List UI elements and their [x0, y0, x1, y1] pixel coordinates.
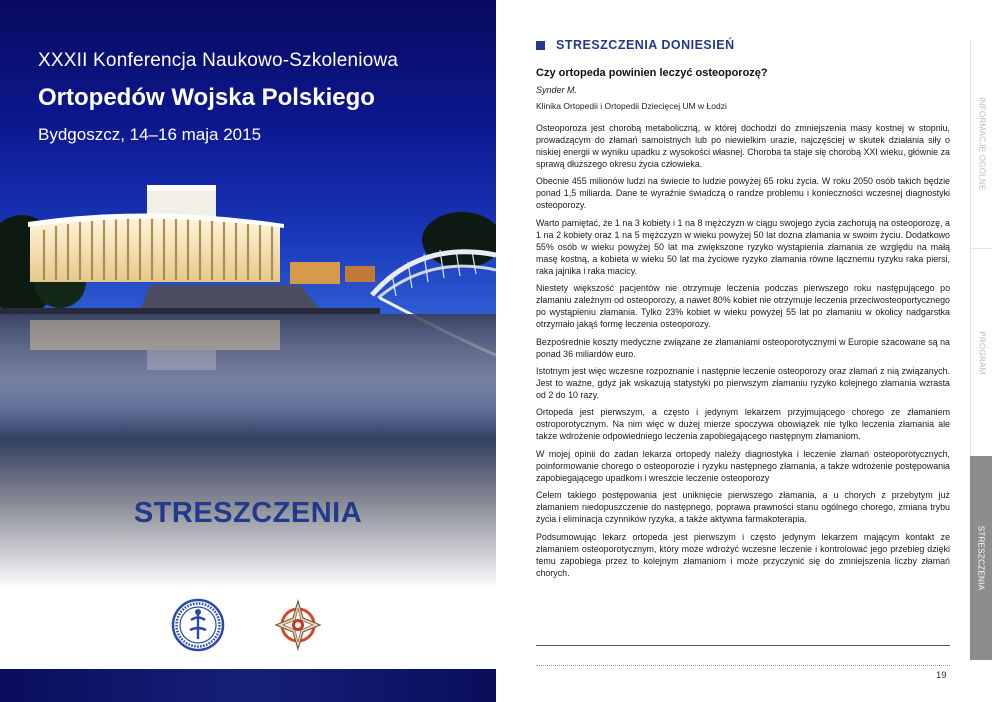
- body-paragraph: Warto pamiętać, że 1 na 3 kobiety i 1 na 8 mężczyzn w ciągu swojego życia zachorują na osteoporozę, a 1 na 2 kobiety oraz 1 na 5 mężczyzn w wieku powyżej 50 lat dozna złamania w swoim życiu. Dodatkowo 55% osób w wieku powyżej 50 lat ma zwiększone ryzyko wystąpienia złamania ze względu na małą masę kostną, a kobieta w wieku 50 lat ma życiowe ryzyko złamania równe łącznemu ryzyku raka piersi, raka jajnika i raka macicy.: [536, 217, 950, 276]
- body-paragraph: Osteoporoza jest chorobą metaboliczną, w której dochodzi do zmniejszenia masy kostnej w stopniu, prowadzącym do złamań samoistnych lub po niewielkim urazie, najczęściej w skutek działania siły o niskiej energii w wyniku upadku z wysokości własnej. Choroba ta staje się chorobą XXI wieku, głównie za sprawą dłuższego okresu życia człowieka.: [536, 123, 950, 169]
- body-paragraph: Niestety większość pacjentów nie otrzymuje leczenia podczas pierwszego roku następującego po złamaniu zależnym od osteoporozy, a nawet 80% kobiet nie otrzymuje leczenia przeciwosteoportycznego po wystąpieniu złamania. Tylko 23% kobiet w wieku powyżej 55 lat po złamaniu w okolicy nadgarstka otrzymało jakąś formę leczenia osteoporozy.: [536, 283, 950, 330]
- conference-line: XXXII Konferencja Naukowo-Szkoleniowa: [38, 50, 399, 71]
- section-header: [536, 38, 735, 52]
- body-paragraph: Obecnie 455 milionów ludzi na świecie to ludzie powyżej 65 roku życia. W roku 2050 osób takich będzie ponad 1,5 miliarda. Dane te wyraźnie świadczą o randze problemu i konieczności wczesnej diagnostyki osteoporozy.: [536, 176, 950, 211]
- military-cross-emblem: [272, 598, 324, 652]
- cover-bottom-band: [0, 669, 496, 702]
- opera-building-photo: [0, 170, 496, 440]
- conference-location-date: Bydgoszcz, 14–16 maja 2015: [38, 125, 262, 144]
- body-paragraph: Celem takiego postępowania jest uniknięcie pierwszego złamania, a u chorych z przebytym już złamaniem niedopuszczenie do następnego, poprawa prawności stanu ogólnego chorego, zmiana trybu życia i eliminacja czynników ryzyka, a także aktywna farmakoterapia.: [536, 490, 950, 525]
- article-author: Synder M.: [536, 85, 578, 95]
- square-bullet-icon: [536, 41, 545, 50]
- abstract-page: [496, 0, 992, 702]
- body-paragraph: Ortopeda jest pierwszym, a często i jedynym lekarzem przyjmującego chorego ze złamaniem ostroporotycznym. Na nim więc w dużej mierze spoczywa obowiązek nie tylko leczenia złamania ale także wdrożenie odpowiedniego leczenia zapobiegającego następnym złamaniom.: [536, 407, 950, 442]
- side-tab-program[interactable]: [970, 248, 992, 456]
- cover-section-title: STRESZCZENIA: [133, 497, 363, 529]
- section-label: STRESZCZENIA DONIESIEŃ: [556, 38, 735, 52]
- side-tab-general-info[interactable]: [970, 40, 992, 247]
- body-paragraph: Bezpośrednie koszty medyczne związane ze złamaniami osteoporotycznymi w Europie szacowane są na ponad 36 miliardów euro.: [536, 336, 950, 359]
- conference-name: Ortopedów Wojska Polskiego: [38, 84, 375, 111]
- article-body: [536, 122, 950, 584]
- footer-rule: [536, 645, 950, 646]
- side-tab-label: INFORMACJE OGÓLNE: [977, 96, 987, 191]
- society-seal-logo: [171, 598, 225, 652]
- footer-dotted-rule: [536, 665, 950, 666]
- side-tab-abstracts[interactable]: [970, 456, 992, 660]
- side-tab-label: STRESZCZENIA: [976, 525, 986, 591]
- page-number: 19: [936, 670, 947, 681]
- body-paragraph: Podsumowując lekarz ortopeda jest pierwszym i często jedynym lekarzem mającym kontakt ze złamaniem osteoporotycznym, który może wdrożyć wczesne leczenie i kontrolować jego przebieg dzięki temu zapobiega przez to kolejnym złamaniom i może przyczynić się do zmniejszenia liczby złamań chorych.: [536, 531, 950, 578]
- body-paragraph: Istotnym jest więc wczesne rozpoznanie i następnie leczenie osteoporozy oraz złamań z nią związanych. Jest to ważne, gdyż jak wskazują statystyki po pierwszym złamaniu ryzyko kolejnego złamania wzrasta od 2 do 10 razy.: [536, 365, 950, 400]
- article-title: Czy ortopeda powinien leczyć osteoporozę?: [536, 67, 768, 79]
- article-affiliation: Klinika Ortopedii i Ortopedii Dziecięcej UM w Łodzi: [536, 101, 727, 111]
- body-paragraph: W mojej opinii do zadan lekarza ortopedy należy diagnostyka i leczenie złamań osteoporotycznych, poinformowanie chorego o osteoporozie i ryzyku następnego złamania, a także wdrożenie postępowania zapobiegającego upadkom i wreszcie leczenie osteoporozy: [536, 448, 950, 483]
- side-tab-label: PROGRAM: [977, 330, 987, 375]
